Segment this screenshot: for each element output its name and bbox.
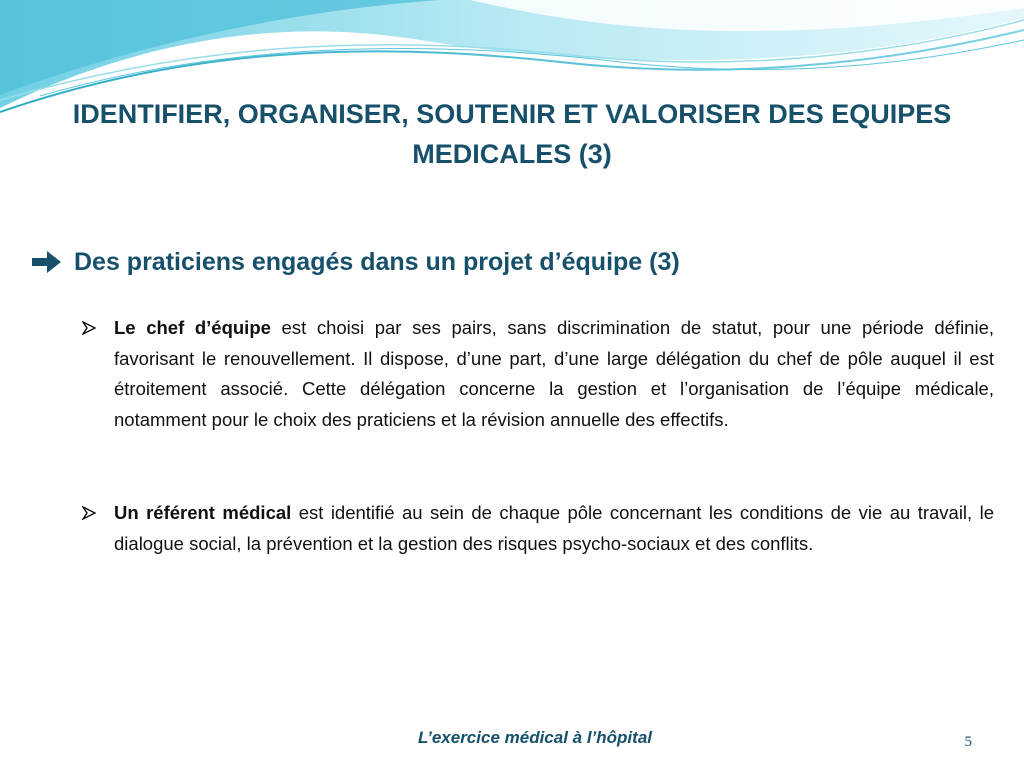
- bullet-item: [82, 313, 994, 435]
- bullet-item: [82, 498, 994, 559]
- section-subheading: [30, 244, 990, 280]
- page-number: 5: [964, 734, 972, 750]
- right-arrow-icon: [30, 248, 64, 276]
- bullet-body: est identifié au sein de chaque pôle concernant les conditions de vie au travail, le dialogue social, la prévention et la gestion des risques psycho-sociaux et des conflits.: [114, 502, 994, 554]
- subheading-text: Des praticiens engagés dans un projet d’équipe (3): [74, 248, 680, 276]
- bullet-bold-term: Un référent médical: [114, 502, 292, 523]
- slide-title: IDENTIFIER, ORGANISER, SOUTENIR ET VALORISER DES EQUIPES MEDICALES (3): [72, 99, 952, 169]
- bullet-body: est choisi par ses pairs, sans discrimination de statut, pour une période définie, favorisant le renouvellement. Il dispose, d’une part, d’une large délégation du chef de pôle auquel il est étroitement associé. Cette délégation concerne la gestion et l’organisation de l’équipe médicale, notamment pour le choix des praticiens et la révision annuelle des effectifs.: [114, 317, 995, 430]
- bullet-bold-term: Le chef d’équipe: [114, 317, 271, 338]
- bullet-text: [114, 498, 994, 559]
- bullet-text: [114, 313, 994, 435]
- slide-footer: L’exercice médical à l’hôpital: [417, 728, 652, 747]
- chevron-bullet-icon: [82, 321, 96, 335]
- chevron-bullet-icon: [82, 506, 96, 520]
